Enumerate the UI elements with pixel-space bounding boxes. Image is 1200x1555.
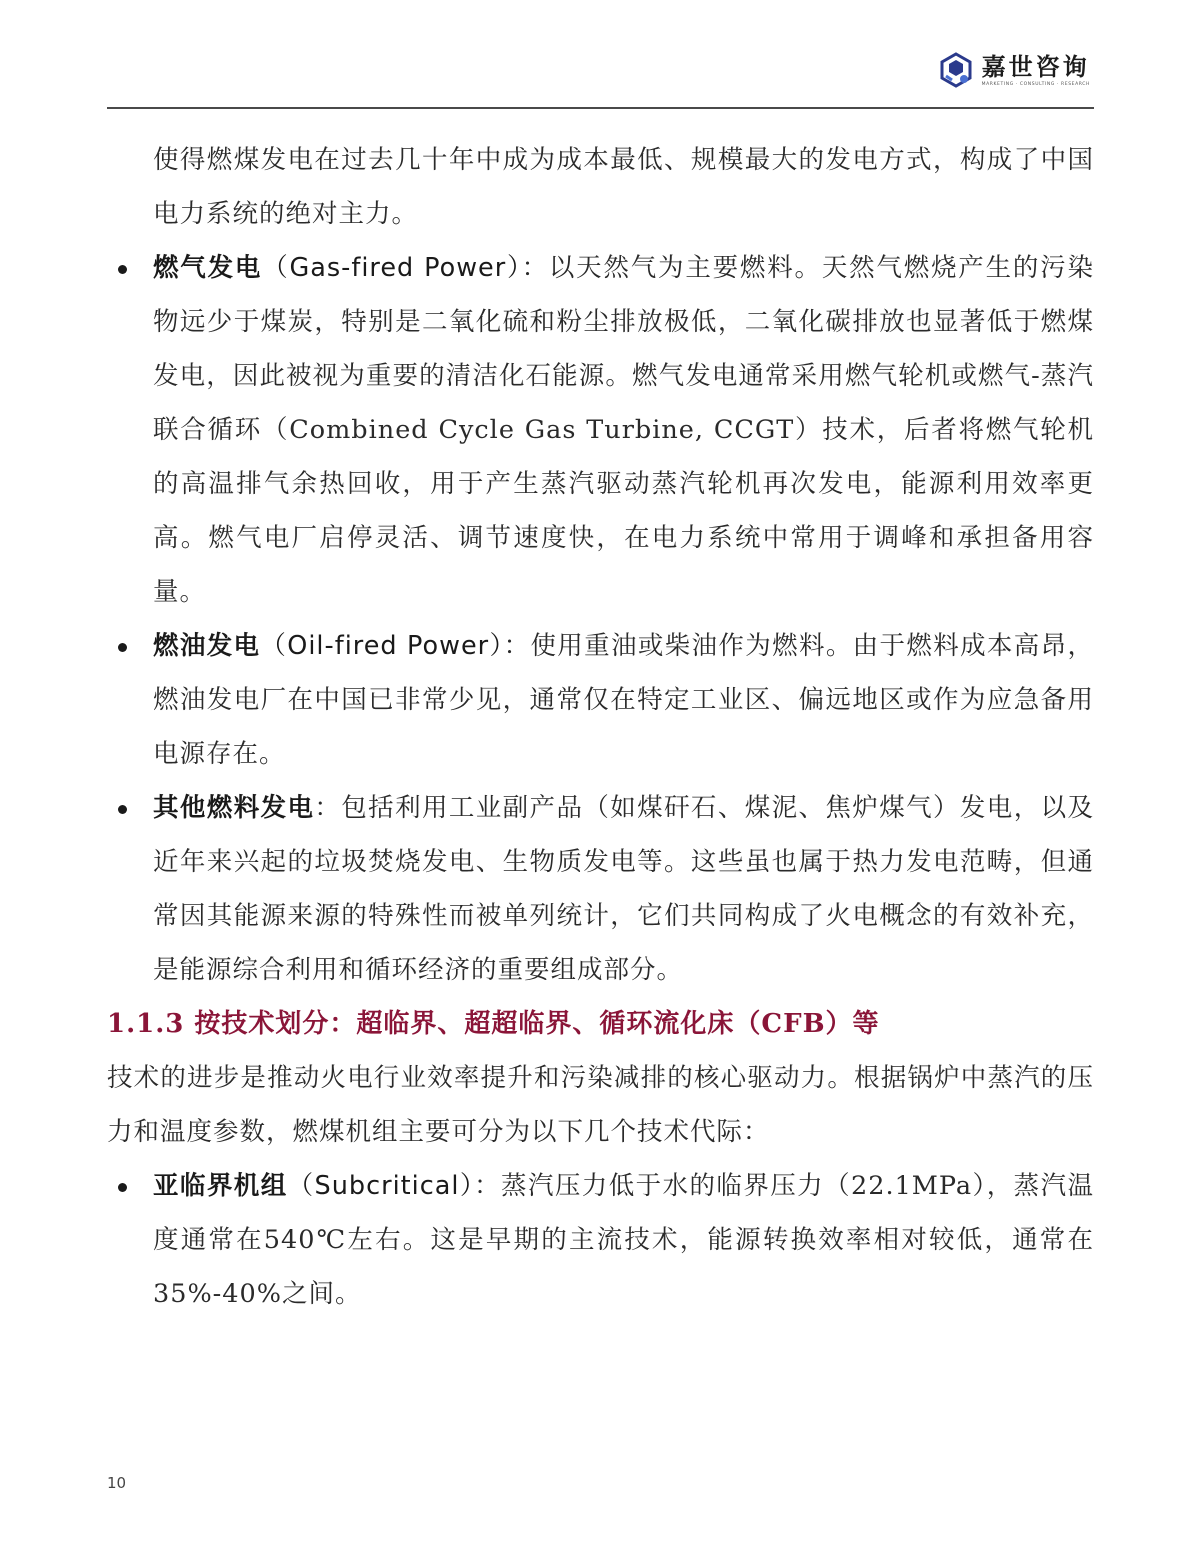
- bullet-icon: [118, 805, 127, 814]
- company-logo: [938, 52, 1090, 88]
- term-english: （Gas-fired Power）: [262, 253, 522, 283]
- list-item-subcritical: [107, 1159, 1094, 1321]
- bullet-icon: [118, 643, 127, 652]
- term-label: 燃油发电: [153, 631, 261, 661]
- section-heading: 1.1.3 按技术划分：超临界、超超临界、循环流化床（CFB）等: [107, 1009, 880, 1039]
- list-item-oil: [107, 619, 1094, 781]
- term-english: （Subcritical）: [287, 1171, 475, 1201]
- page-body: [107, 133, 1094, 1321]
- logo-tagline: MARKETING · CONSULTING · RESEARCH: [981, 81, 1090, 87]
- page-number: 10: [107, 1474, 127, 1492]
- jiashi-logo-icon: [938, 52, 974, 88]
- item-text: ：包括利用工业副产品（如煤矸石、煤泥、焦炉煤气）发电，以及近年来兴起的垃圾焚烧发电、生物质发电等。这些虽也属于热力发电范畴，但通常因其能源来源的特殊性而被单列统计，它们共同构成了火电概念的有效补充，是能源综合利用和循环经济的重要组成部分。: [153, 793, 1094, 985]
- logo-name: 嘉世咨询: [981, 52, 1090, 81]
- item-text: ：使用重油或柴油作为燃料。由于燃料成本高昂，燃油发电厂在中国已非常少见，通常仅在特定工业区、偏远地区或作为应急备用电源存在。: [153, 631, 1094, 769]
- bullet-icon: [118, 1183, 127, 1192]
- item-text: ：蒸汽压力低于水的临界压力（22.1MPa），蒸汽温度通常在540℃左右。这是早期的主流技术，能源转换效率相对较低，通常在35%-40%之间。: [153, 1171, 1094, 1309]
- term-label: 其他燃料发电: [153, 793, 315, 823]
- list-item-other-fuel: [107, 781, 1094, 997]
- page-header: [107, 0, 1094, 109]
- term-label: 燃气发电: [153, 253, 263, 283]
- term-label: 亚临界机组: [153, 1171, 288, 1201]
- term-english: （Oil-fired Power）: [260, 631, 504, 661]
- bullet-icon: [118, 265, 127, 274]
- list-item-gas: [107, 241, 1094, 619]
- intro-paragraph: 使得燃煤发电在过去几十年中成为成本最低、规模最大的发电方式，构成了中国电力系统的绝对主力。: [153, 145, 1094, 229]
- item-text: ：以天然气为主要燃料。天然气燃烧产生的污染物远少于煤炭，特别是二氧化硫和粉尘排放极低，二氧化碳排放也显著低于燃煤发电，因此被视为重要的清洁化石能源。燃气发电通常采用燃气轮机或燃气-蒸汽联合循环（Combined Cycle Gas Turbine, CCGT）技术，后者将燃气轮机的高温排气余热回收，用于产生蒸汽驱动蒸汽轮机再次发电，能源利用效率更高。燃气电厂启停灵活、调节速度快，在电力系统中常用于调峰和承担备用容量。: [153, 253, 1094, 607]
- section-paragraph: 技术的进步是推动火电行业效率提升和污染减排的核心驱动力。根据锅炉中蒸汽的压力和温度参数，燃煤机组主要可分为以下几个技术代际：: [107, 1063, 1094, 1147]
